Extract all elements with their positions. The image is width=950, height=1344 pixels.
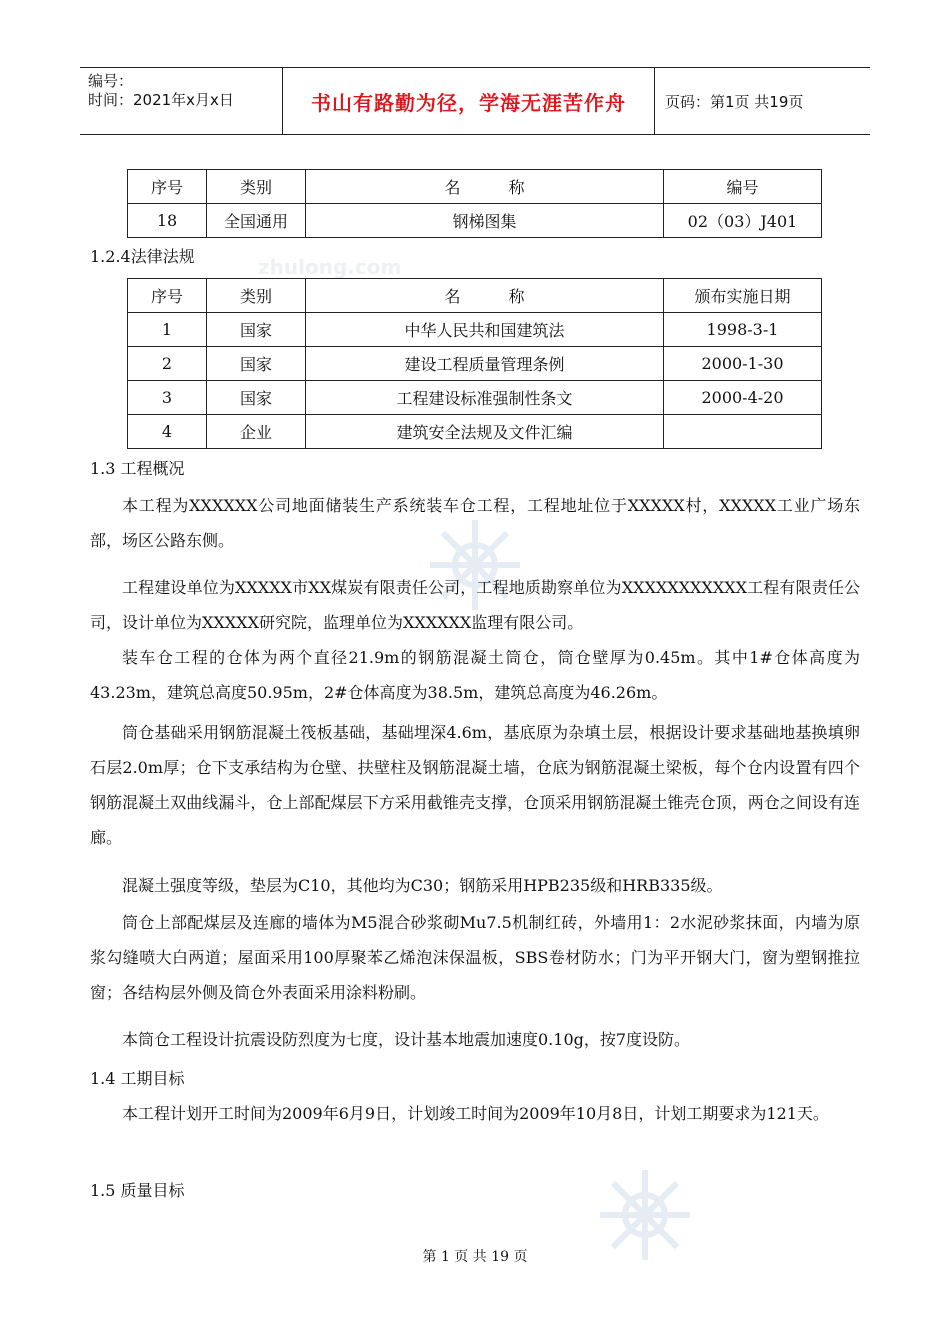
laws-table bbox=[127, 278, 822, 449]
table-header-row bbox=[128, 279, 822, 313]
table-cell: 国家 bbox=[207, 313, 306, 347]
section-heading: 1.5 质量目标 bbox=[90, 1181, 185, 1200]
table-cell: 全国通用 bbox=[207, 204, 306, 238]
table-row bbox=[128, 347, 822, 381]
table-header-cell: 序号 bbox=[128, 170, 207, 204]
table-header-row bbox=[128, 170, 822, 204]
header-left bbox=[80, 68, 283, 135]
table-cell: 2000-1-30 bbox=[664, 347, 822, 381]
page-header bbox=[80, 67, 870, 135]
table-row bbox=[128, 313, 822, 347]
table-header-cell: 名 称 bbox=[306, 170, 664, 204]
table-cell: 中华人民共和国建筑法 bbox=[306, 313, 664, 347]
table-cell: 钢梯图集 bbox=[306, 204, 664, 238]
table-cell: 02（03）J401 bbox=[664, 204, 822, 238]
standards-table bbox=[127, 169, 822, 238]
header-page-label: 页码：第1页 共19页 bbox=[655, 68, 871, 135]
table-cell bbox=[664, 415, 822, 449]
table-cell: 工程建设标准强制性条文 bbox=[306, 381, 664, 415]
header-motto: 书山有路勤为径，学海无涯苦作舟 bbox=[283, 68, 655, 135]
table-cell: 2 bbox=[128, 347, 207, 381]
table-header-cell: 编号 bbox=[664, 170, 822, 204]
table-cell: 18 bbox=[128, 204, 207, 238]
section-heading: 1.4 工期目标 bbox=[90, 1069, 185, 1088]
table-cell: 建筑安全法规及文件汇编 bbox=[306, 415, 664, 449]
paragraph: 筒仓基础采用钢筋混凝土筏板基础，基础埋深4.6m，基底原为杂填土层，根据设计要求基础地基换填卵石层2.0m厚；仓下支承结构为仓壁、扶壁柱及钢筋混凝土墙，仓底为钢筋混凝土梁板，每个仓内设置有四个钢筋混凝土双曲线漏斗，仓上部配煤层下方采用截锥壳支撑，仓顶采用钢筋混凝土锥壳仓顶，两仓之间设有连廊。 bbox=[90, 723, 860, 847]
table-cell: 国家 bbox=[207, 347, 306, 381]
doc-date-label: 时间：2021年x月x日 bbox=[88, 91, 234, 109]
table-header-cell: 名 称 bbox=[306, 279, 664, 313]
table-cell: 国家 bbox=[207, 381, 306, 415]
table-header-cell: 类别 bbox=[207, 170, 306, 204]
table-header-cell: 颁布实施日期 bbox=[664, 279, 822, 313]
table-cell: 企业 bbox=[207, 415, 306, 449]
paragraph: 工程建设单位为XXXXX市XX煤炭有限责任公司，工程地质勘察单位为XXXXXXXXXXX工程有限责任公司，设计单位为XXXXX研究院，监理单位为XXXXXX监理有限公司。 bbox=[90, 578, 860, 632]
paragraph: 本筒仓工程设计抗震设防烈度为七度，设计基本地震加速度0.10g，按7度设防。 bbox=[122, 1030, 691, 1049]
table-cell: 3 bbox=[128, 381, 207, 415]
table-header-cell: 类别 bbox=[207, 279, 306, 313]
table-row bbox=[128, 381, 822, 415]
table-header-cell: 序号 bbox=[128, 279, 207, 313]
table-cell: 4 bbox=[128, 415, 207, 449]
paragraph: 装车仓工程的仓体为两个直径21.9m的钢筋混凝土筒仓，筒仓壁厚为0.45m。其中1#仓体高度为43.23m，建筑总高度50.95m，2#仓体高度为38.5m，建筑总高度为46.26m。 bbox=[90, 648, 860, 702]
doc-number-label: 编号： bbox=[88, 72, 134, 90]
table-row bbox=[128, 204, 822, 238]
paragraph: 筒仓上部配煤层及连廊的墙体为M5混合砂浆砌Mu7.5机制红砖，外墙用1：2水泥砂浆抹面，内墙为原浆勾缝喷大白两道；屋面采用100厚聚苯乙烯泡沫保温板，SBS卷材防水；门为平开钢大门，窗为塑钢推拉窗；各结构层外侧及筒仓外表面采用涂料粉刷。 bbox=[90, 913, 860, 1002]
table-cell: 2000-4-20 bbox=[664, 381, 822, 415]
page-footer: 第 1 页 共 19 页 bbox=[422, 1249, 528, 1265]
section-heading: 1.3 工程概况 bbox=[90, 459, 185, 478]
paragraph: 本工程为XXXXXX公司地面储装生产系统装车仓工程，工程地址位于XXXXX村，XXXXX工业广场东部，场区公路东侧。 bbox=[90, 496, 860, 550]
table-cell: 1998-3-1 bbox=[664, 313, 822, 347]
watermark-text: zhulong.com bbox=[258, 255, 402, 279]
table-cell: 建设工程质量管理条例 bbox=[306, 347, 664, 381]
section-heading: 1.2.4法律法规 bbox=[90, 247, 195, 266]
table-row bbox=[128, 415, 822, 449]
paragraph: 本工程计划开工时间为2009年6月9日，计划竣工时间为2009年10月8日，计划工期要求为121天。 bbox=[122, 1104, 829, 1123]
table-cell: 1 bbox=[128, 313, 207, 347]
paragraph: 混凝土强度等级，垫层为C10，其他均为C30；钢筋采用HPB235级和HRB335级。 bbox=[122, 876, 723, 895]
